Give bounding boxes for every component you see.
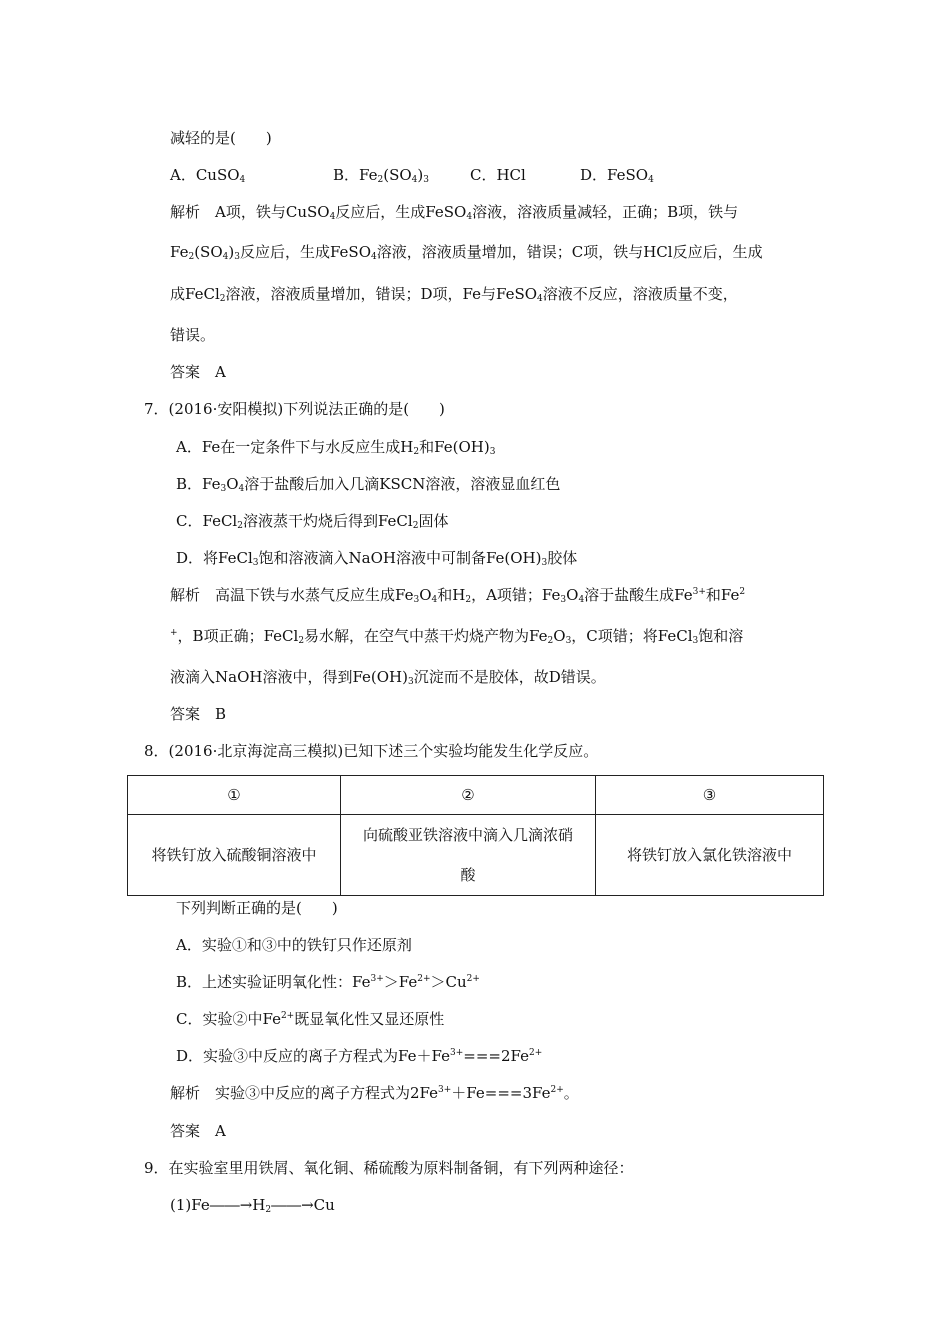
q6-analysis-line-4: 错误。	[170, 326, 216, 344]
q6-analysis-line-1: 解析 A项，铁与CuSO$_4$反应后，生成FeSO$_4$溶液，溶液质量减轻，正确；B项，铁与	[170, 203, 739, 222]
table-cell-3: 将铁钉放入氯化铁溶液中	[596, 815, 824, 896]
q6-option-d: D．FeSO$_4$	[580, 166, 654, 185]
q6-option-c: C．HCl	[470, 166, 526, 184]
q8-option-c: C．实验②中$Fe^{2+}$既显氧化性又显还原性	[176, 1010, 445, 1028]
q6-options	[170, 165, 654, 185]
table-cell-2: 向硫酸亚铁溶液中滴入几滴浓硝 酸	[341, 815, 596, 896]
table-cell-1: 将铁钉放入硫酸铜溶液中	[128, 815, 341, 896]
experiment-table	[127, 775, 824, 896]
q8-analysis: 解析 实验③中反应的离子方程式为$2Fe^{3+}+Fe===3Fe^{2+}$。	[170, 1084, 579, 1102]
q7-stem: 7．(2016·安阳模拟)下列说法正确的是( )	[144, 400, 445, 418]
q7-option-d: D．将FeCl$_3$饱和溶液滴入NaOH溶液中可制备$Fe(OH)_3$胶体	[176, 549, 578, 568]
q8-answer: 答案 A	[170, 1122, 226, 1140]
table-header-1: ①	[128, 776, 341, 815]
q7-analysis-line-3: 液滴入NaOH溶液中，得到$Fe(OH)_3$沉淀而不是胶体，故D错误。	[170, 668, 606, 687]
q8-prompt: 下列判断正确的是( )	[176, 899, 338, 917]
analysis-label: 解析	[170, 203, 201, 221]
q8-option-b: B．上述实验证明氧化性：$Fe^{3+}>Fe^{2+}>Cu^{2+}$	[176, 973, 480, 991]
q8-option-a: A．实验①和③中的铁钉只作还原剂	[176, 936, 412, 954]
q7-option-c: C．FeCl$_2$溶液蒸干灼烧后得到FeCl$_2$固体	[176, 512, 449, 531]
q8-option-d: D．实验③中反应的离子方程式为$Fe+Fe^{3+}===2Fe^{2+}$	[176, 1047, 543, 1065]
q7-option-a: A．Fe在一定条件下与水反应生成$H_2$和$Fe(OH)_3$	[176, 438, 496, 457]
q7-option-b: B．$Fe_3O_4$溶于盐酸后加入几滴KSCN溶液，溶液显血红色	[176, 475, 561, 494]
q6-option-b: B．$Fe_2(SO_4)_3$	[333, 166, 429, 185]
q6-option-a: A．CuSO$_4$	[170, 166, 246, 185]
q6-analysis-line-2: $Fe_2(SO_4)_3$反应后，生成FeSO$_4$溶液，溶液质量增加，错误；C项，铁与HCl反应后，生成	[170, 243, 763, 262]
q6-analysis-line-3: 成FeCl$_2$溶液，溶液质量增加，错误；D项，Fe与FeSO$_4$溶液不反应，溶液质量不变，	[170, 285, 738, 304]
q9-stem: 9．在实验室里用铁屑、氧化铜、稀硫酸为原料制备铜，有下列两种途径：	[144, 1159, 634, 1177]
q7-answer: 答案 B	[170, 705, 227, 723]
q7-analysis-line-1: 解析 高温下铁与水蒸气反应生成$Fe_3O_4$和$H_2$，A项错；$Fe_3O_4$溶于盐酸生成$Fe^{3+}$和Fe$^2$	[170, 586, 746, 605]
q6-stem-tail: 减轻的是( )	[170, 129, 272, 147]
q9-route-1: $(1)Fe――\to H_2――\to Cu$	[170, 1196, 335, 1215]
q8-stem: 8．(2016·北京海淀高三模拟)已知下述三个实验均能发生化学反应。	[144, 742, 599, 760]
q7-analysis-line-2: +，B项正确；FeCl$_2$易水解，在空气中蒸干灼烧产物为$Fe_2O_3$，C项错；将FeCl$_3$饱和溶	[170, 627, 744, 646]
q6-answer: 答案 A	[170, 363, 226, 381]
table-header-2: ②	[341, 776, 596, 815]
table-header-3: ③	[596, 776, 824, 815]
